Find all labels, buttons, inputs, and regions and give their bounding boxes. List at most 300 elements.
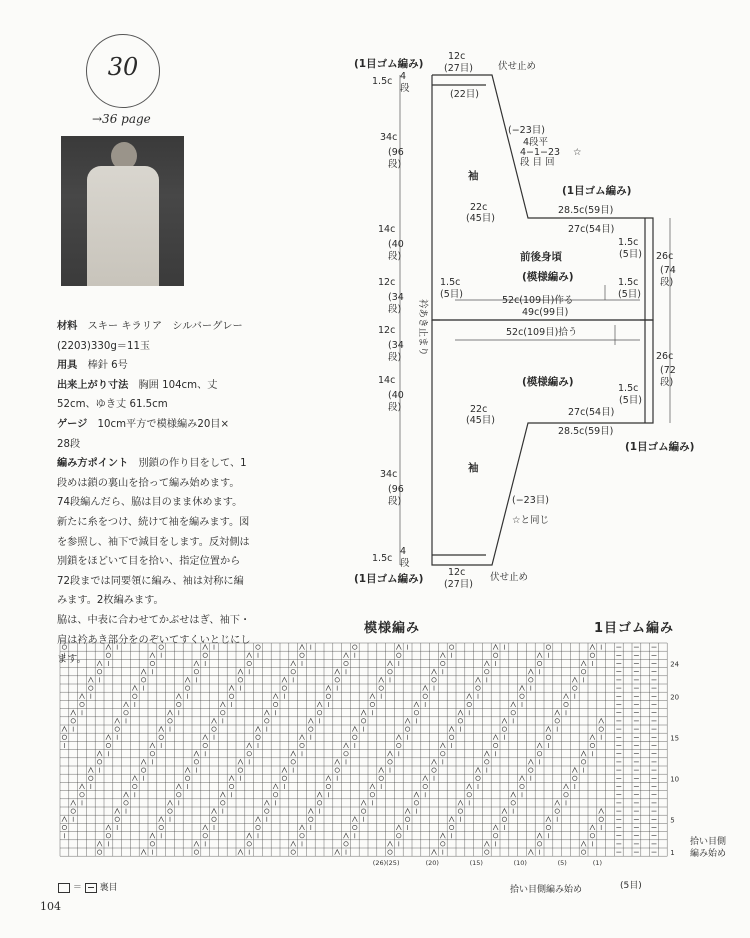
yarn-over-symbol bbox=[221, 801, 225, 805]
yarn-over-symbol bbox=[529, 768, 533, 772]
yarn-over-symbol bbox=[361, 809, 365, 813]
yarn-over-symbol bbox=[370, 702, 374, 706]
decrease-symbol bbox=[493, 735, 498, 740]
spec-text: 74段編んだら、脇は目のまま休めます。 bbox=[57, 497, 243, 509]
yarn-over-symbol bbox=[555, 719, 559, 723]
decrease-symbol bbox=[484, 661, 489, 666]
svg-text:(5目): (5目) bbox=[440, 289, 463, 300]
yarn-over-symbol bbox=[229, 694, 233, 698]
decrease-symbol bbox=[150, 743, 155, 748]
svg-text:1.5c: 1.5c bbox=[618, 383, 639, 394]
yarn-over-symbol bbox=[573, 686, 577, 690]
svg-text:1.5c: 1.5c bbox=[618, 277, 639, 288]
decrease-symbol bbox=[370, 694, 375, 699]
spec-text: 胸囲 104cm、丈 bbox=[138, 379, 218, 391]
yarn-over-symbol bbox=[379, 776, 383, 780]
yarn-over-symbol bbox=[97, 850, 101, 854]
decrease-symbol bbox=[432, 669, 437, 674]
yarn-over-symbol bbox=[441, 752, 445, 756]
decrease-symbol bbox=[282, 768, 287, 773]
svg-text:(27目): (27目) bbox=[444, 579, 474, 590]
decrease-symbol bbox=[388, 751, 393, 756]
yarn-over-symbol bbox=[537, 842, 541, 846]
svg-text:(1目ゴム編み): (1目ゴム編み) bbox=[625, 441, 695, 453]
yarn-over-symbol bbox=[106, 653, 110, 657]
chart-title-pattern: 模様編み bbox=[364, 621, 421, 636]
decrease-symbol bbox=[344, 653, 349, 658]
svg-text:(45目): (45目) bbox=[466, 213, 496, 224]
yarn-over-symbol bbox=[458, 809, 462, 813]
decrease-symbol bbox=[528, 669, 533, 674]
decrease-symbol bbox=[511, 792, 516, 797]
yarn-over-symbol bbox=[546, 825, 550, 829]
decrease-symbol bbox=[326, 776, 331, 781]
decrease-symbol bbox=[247, 743, 252, 748]
yarn-over-symbol bbox=[309, 817, 313, 821]
decrease-symbol bbox=[141, 669, 146, 674]
yarn-over-symbol bbox=[502, 817, 506, 821]
yarn-over-symbol bbox=[291, 760, 295, 764]
side-note-2: 編み始め bbox=[690, 849, 727, 859]
yarn-over-symbol bbox=[203, 653, 207, 657]
decrease-symbol bbox=[581, 841, 586, 846]
yarn-over-symbol bbox=[185, 686, 189, 690]
yarn-over-symbol bbox=[485, 850, 489, 854]
decrease-symbol bbox=[300, 825, 305, 830]
yarn-over-symbol bbox=[493, 743, 497, 747]
decrease-symbol bbox=[264, 710, 269, 715]
spec-text: 52cm、ゆき丈 61.5cm bbox=[57, 399, 168, 411]
spec-line bbox=[57, 552, 272, 572]
decrease-symbol bbox=[458, 710, 463, 715]
svg-text:段): 段) bbox=[388, 352, 402, 363]
yarn-over-symbol bbox=[520, 784, 524, 788]
svg-text:49c(99目): 49c(99目) bbox=[522, 307, 569, 318]
decrease-symbol bbox=[185, 768, 190, 773]
yarn-over-symbol bbox=[441, 842, 445, 846]
yarn-over-symbol bbox=[546, 645, 550, 649]
decrease-symbol bbox=[80, 694, 85, 699]
spec-label: 出来上がり寸法 bbox=[57, 379, 129, 391]
decrease-symbol bbox=[467, 694, 472, 699]
svg-text:27c(54目): 27c(54目) bbox=[568, 224, 615, 235]
yarn-over-symbol bbox=[62, 735, 66, 739]
yarn-over-symbol bbox=[388, 670, 392, 674]
svg-text:1.5c: 1.5c bbox=[440, 277, 461, 288]
decrease-symbol bbox=[405, 718, 410, 723]
yarn-over-symbol bbox=[476, 776, 480, 780]
yarn-over-symbol bbox=[467, 793, 471, 797]
row-number: 10 bbox=[670, 775, 680, 784]
legend-empty-box bbox=[58, 883, 70, 893]
yarn-over-symbol bbox=[291, 670, 295, 674]
decrease-symbol bbox=[229, 686, 234, 691]
svg-text:袖: 袖 bbox=[468, 462, 479, 474]
svg-text:34c: 34c bbox=[380, 469, 398, 480]
decrease-symbol bbox=[273, 694, 278, 699]
svg-text:(模様編み): (模様編み) bbox=[522, 271, 574, 283]
row-number: 1 bbox=[670, 849, 675, 858]
spec-text: 72段までは同要領に編み、袖は対称に編 bbox=[57, 575, 244, 587]
svg-text:(1目ゴム編み): (1目ゴム編み) bbox=[562, 185, 632, 197]
decrease-symbol bbox=[291, 841, 296, 846]
decrease-symbol bbox=[264, 800, 269, 805]
spec-line bbox=[57, 435, 272, 455]
decrease-symbol bbox=[423, 776, 428, 781]
yarn-over-symbol bbox=[370, 793, 374, 797]
decrease-symbol bbox=[344, 833, 349, 838]
spec-text: を参照し、袖下で減目をします。反対側は bbox=[57, 536, 250, 548]
decrease-symbol bbox=[423, 686, 428, 691]
yarn-over-symbol bbox=[282, 776, 286, 780]
yarn-over-symbol bbox=[150, 752, 154, 756]
svg-text:4−1−23: 4−1−23 bbox=[520, 147, 561, 158]
decrease-symbol bbox=[115, 718, 120, 723]
decrease-symbol bbox=[590, 645, 595, 650]
decrease-symbol bbox=[414, 792, 419, 797]
spec-line bbox=[57, 454, 272, 474]
row-number: 15 bbox=[670, 734, 680, 743]
decrease-symbol bbox=[520, 776, 525, 781]
spec-line bbox=[57, 395, 272, 415]
sweater-shape bbox=[87, 166, 159, 286]
svg-text:1.5c: 1.5c bbox=[618, 237, 639, 248]
decrease-symbol bbox=[203, 825, 208, 830]
decrease-symbol bbox=[168, 710, 173, 715]
svg-text:段): 段) bbox=[388, 304, 402, 315]
yarn-over-symbol bbox=[511, 801, 515, 805]
yarn-over-symbol bbox=[194, 670, 198, 674]
yarn-over-symbol bbox=[133, 694, 137, 698]
yarn-over-symbol bbox=[177, 702, 181, 706]
yarn-over-symbol bbox=[309, 727, 313, 731]
yarn-over-symbol bbox=[159, 645, 163, 649]
yarn-over-symbol bbox=[71, 719, 75, 723]
spec-label: 材料 bbox=[57, 321, 78, 332]
decrease-symbol bbox=[203, 735, 208, 740]
yarn-over-symbol bbox=[80, 793, 84, 797]
decrease-symbol bbox=[141, 850, 146, 855]
yarn-over-symbol bbox=[115, 817, 119, 821]
svg-text:段): 段) bbox=[388, 159, 402, 170]
spec-text: 脇は、中表に合わせてかぶせはぎ、袖下・ bbox=[57, 614, 251, 626]
yarn-over-symbol bbox=[511, 711, 515, 715]
decrease-symbol bbox=[537, 743, 542, 748]
decrease-symbol bbox=[396, 735, 401, 740]
spec-text: 10cm平方で模様編み20目× bbox=[97, 418, 230, 430]
yarn-over-symbol bbox=[361, 719, 365, 723]
yarn-over-symbol bbox=[353, 735, 357, 739]
yarn-over-symbol bbox=[405, 817, 409, 821]
spec-line bbox=[57, 356, 272, 376]
decrease-symbol bbox=[115, 809, 120, 814]
decrease-symbol bbox=[124, 702, 129, 707]
decrease-symbol bbox=[484, 751, 489, 756]
svg-text:伏せ止め: 伏せ止め bbox=[490, 572, 529, 583]
decrease-symbol bbox=[440, 653, 445, 658]
model-photo bbox=[61, 136, 184, 286]
decrease-symbol bbox=[599, 809, 604, 814]
svg-text:☆と同じ: ☆と同じ bbox=[512, 515, 550, 526]
chart-grid bbox=[60, 643, 667, 856]
col-number: (15) bbox=[469, 859, 483, 867]
decrease-symbol bbox=[502, 809, 507, 814]
yarn-over-symbol bbox=[581, 670, 585, 674]
yarn-over-symbol bbox=[256, 735, 260, 739]
decrease-symbol bbox=[97, 751, 102, 756]
yarn-over-symbol bbox=[423, 694, 427, 698]
decrease-symbol bbox=[493, 825, 498, 830]
yarn-over-symbol bbox=[141, 768, 145, 772]
decrease-symbol bbox=[106, 825, 111, 830]
col-number: (1) bbox=[592, 859, 603, 867]
svg-text:前後身頃: 前後身頃 bbox=[520, 251, 562, 263]
yarn-over-symbol bbox=[150, 842, 154, 846]
decrease-symbol bbox=[564, 784, 569, 789]
svg-text:1.5c: 1.5c bbox=[372, 553, 393, 564]
svg-text:(1目ゴム編み): (1目ゴム編み) bbox=[354, 573, 424, 585]
legend-purl-box bbox=[85, 883, 97, 893]
decrease-symbol bbox=[502, 718, 507, 723]
yarn-over-symbol bbox=[212, 817, 216, 821]
decrease-symbol bbox=[159, 817, 164, 822]
yarn-over-symbol bbox=[581, 760, 585, 764]
svg-text:52c(109目)作る: 52c(109目)作る bbox=[502, 295, 574, 306]
svg-text:段: 段 bbox=[400, 83, 410, 94]
decrease-symbol bbox=[124, 792, 129, 797]
svg-text:27c(54目): 27c(54目) bbox=[568, 407, 615, 418]
yarn-over-symbol bbox=[62, 645, 66, 649]
spec-text: 段めは鎖の裏山を拾って編み始めます。 bbox=[57, 477, 240, 489]
yarn-over-symbol bbox=[405, 727, 409, 731]
decrease-symbol bbox=[458, 800, 463, 805]
decrease-symbol bbox=[511, 702, 516, 707]
svg-text:衿あき止まり: 衿あき止まり bbox=[417, 299, 428, 357]
decrease-symbol bbox=[361, 710, 366, 715]
yarn-over-symbol bbox=[397, 653, 401, 657]
yarn-over-symbol bbox=[238, 768, 242, 772]
knitting-chart bbox=[56, 634, 686, 867]
svg-text:(5目): (5目) bbox=[619, 249, 642, 260]
yarn-over-symbol bbox=[80, 702, 84, 706]
spec-line bbox=[57, 611, 272, 631]
decrease-symbol bbox=[212, 809, 217, 814]
svg-text:(模様編み): (模様編み) bbox=[522, 376, 574, 388]
decrease-symbol bbox=[88, 677, 93, 682]
decrease-symbol bbox=[229, 776, 234, 781]
yarn-over-symbol bbox=[291, 850, 295, 854]
decrease-symbol bbox=[194, 661, 199, 666]
decrease-symbol bbox=[317, 792, 322, 797]
yarn-over-symbol bbox=[168, 809, 172, 813]
svg-text:(40: (40 bbox=[388, 390, 404, 401]
decrease-symbol bbox=[141, 759, 146, 764]
schematic-diagram bbox=[340, 45, 720, 595]
yarn-over-symbol bbox=[256, 825, 260, 829]
decrease-symbol bbox=[71, 710, 76, 715]
page-number: 104 bbox=[40, 900, 61, 913]
spec-text: 別鎖をほどいて目を拾い、指定位置から bbox=[57, 556, 241, 568]
page-reference: →36 page bbox=[92, 112, 151, 126]
svg-text:段): 段) bbox=[388, 251, 402, 262]
svg-text:☆: ☆ bbox=[573, 147, 582, 158]
instructions-text bbox=[57, 317, 272, 670]
yarn-over-symbol bbox=[555, 809, 559, 813]
decrease-symbol bbox=[537, 653, 542, 658]
yarn-over-symbol bbox=[467, 702, 471, 706]
decrease-symbol bbox=[537, 833, 542, 838]
spec-text: 28段 bbox=[57, 438, 81, 450]
yarn-over-symbol bbox=[300, 743, 304, 747]
yarn-over-symbol bbox=[414, 801, 418, 805]
decrease-symbol bbox=[97, 661, 102, 666]
svg-text:4: 4 bbox=[400, 71, 407, 82]
yarn-over-symbol bbox=[194, 850, 198, 854]
yarn-over-symbol bbox=[238, 678, 242, 682]
decrease-symbol bbox=[220, 792, 225, 797]
yarn-over-symbol bbox=[124, 711, 128, 715]
yarn-over-symbol bbox=[493, 653, 497, 657]
decrease-symbol bbox=[546, 817, 551, 822]
svg-text:(40: (40 bbox=[388, 239, 404, 250]
yarn-over-symbol bbox=[317, 801, 321, 805]
svg-text:段 目 回: 段 目 回 bbox=[520, 157, 555, 168]
svg-text:28.5c(59目): 28.5c(59目) bbox=[558, 426, 614, 437]
yarn-over-symbol bbox=[194, 760, 198, 764]
yarn-over-symbol bbox=[397, 743, 401, 747]
yarn-over-symbol bbox=[573, 776, 577, 780]
decrease-symbol bbox=[168, 800, 173, 805]
spec-line bbox=[57, 376, 272, 396]
decrease-symbol bbox=[432, 759, 437, 764]
spec-label: ゲージ bbox=[57, 418, 88, 430]
yarn-over-symbol bbox=[590, 834, 594, 838]
decrease-symbol bbox=[203, 645, 208, 650]
yarn-over-symbol bbox=[397, 834, 401, 838]
row-number: 20 bbox=[670, 693, 680, 702]
yarn-over-symbol bbox=[493, 834, 497, 838]
spec-line bbox=[57, 493, 272, 513]
svg-text:34c: 34c bbox=[380, 132, 398, 143]
decrease-symbol bbox=[484, 841, 489, 846]
decrease-symbol bbox=[396, 645, 401, 650]
decrease-symbol bbox=[238, 669, 243, 674]
spec-label: 編み方ポイント bbox=[57, 458, 129, 470]
spec-text: 肩は衿あき部分をのぞいてすくいとじにし bbox=[57, 634, 251, 646]
decrease-symbol bbox=[185, 677, 190, 682]
yarn-over-symbol bbox=[344, 842, 348, 846]
yarn-over-symbol bbox=[326, 694, 330, 698]
pattern-number: 30 bbox=[107, 53, 139, 81]
yarn-over-symbol bbox=[353, 825, 357, 829]
decrease-symbol bbox=[572, 677, 577, 682]
yarn-over-symbol bbox=[414, 711, 418, 715]
yarn-over-symbol bbox=[203, 834, 207, 838]
decrease-symbol bbox=[62, 817, 67, 822]
svg-text:袖: 袖 bbox=[468, 170, 479, 182]
svg-text:12c: 12c bbox=[448, 567, 466, 578]
yarn-over-symbol bbox=[599, 727, 603, 731]
spec-line bbox=[57, 317, 272, 337]
col-number: (20) bbox=[425, 859, 439, 867]
spec-text: みます。2枚編みます。 bbox=[57, 595, 164, 607]
decrease-symbol bbox=[405, 809, 410, 814]
yarn-over-symbol bbox=[300, 653, 304, 657]
decrease-symbol bbox=[379, 677, 384, 682]
yarn-over-symbol bbox=[282, 686, 286, 690]
spec-text: (2203)330g＝11玉 bbox=[57, 340, 151, 352]
yarn-over-symbol bbox=[581, 850, 585, 854]
decrease-symbol bbox=[396, 825, 401, 830]
yarn-over-symbol bbox=[546, 735, 550, 739]
decrease-symbol bbox=[194, 751, 199, 756]
yarn-over-symbol bbox=[432, 768, 436, 772]
decrease-symbol bbox=[132, 776, 137, 781]
decrease-symbol bbox=[476, 768, 481, 773]
decrease-symbol bbox=[106, 645, 111, 650]
spec-line bbox=[57, 415, 272, 435]
yarn-over-symbol bbox=[221, 711, 225, 715]
decrease-symbol bbox=[335, 759, 340, 764]
yarn-over-symbol bbox=[590, 653, 594, 657]
legend-text: 裏目 bbox=[99, 883, 118, 893]
yarn-over-symbol bbox=[537, 661, 541, 665]
decrease-symbol bbox=[194, 841, 199, 846]
spec-line bbox=[57, 513, 272, 533]
decrease-symbol bbox=[449, 727, 454, 732]
svg-text:(72: (72 bbox=[660, 365, 676, 376]
decrease-symbol bbox=[572, 768, 577, 773]
yarn-over-symbol bbox=[273, 793, 277, 797]
yarn-over-symbol bbox=[423, 784, 427, 788]
bottom-sleeve-outline bbox=[432, 320, 653, 565]
decrease-symbol bbox=[414, 702, 419, 707]
svg-text:4段平: 4段平 bbox=[523, 137, 549, 148]
spec-text: ます。 bbox=[57, 654, 87, 666]
yarn-over-symbol bbox=[529, 678, 533, 682]
yarn-over-symbol bbox=[441, 661, 445, 665]
decrease-symbol bbox=[520, 686, 525, 691]
yarn-over-symbol bbox=[265, 809, 269, 813]
svg-text:28.5c(59目): 28.5c(59目) bbox=[558, 205, 614, 216]
decrease-symbol bbox=[150, 833, 155, 838]
decrease-symbol bbox=[370, 784, 375, 789]
decrease-symbol bbox=[238, 759, 243, 764]
svg-text:52c(109目)拾う: 52c(109目)拾う bbox=[506, 327, 578, 338]
side-note-1: 拾い目側 bbox=[690, 837, 727, 847]
yarn-over-symbol bbox=[247, 752, 251, 756]
yarn-over-symbol bbox=[150, 661, 154, 665]
decrease-symbol bbox=[212, 718, 217, 723]
yarn-over-symbol bbox=[485, 670, 489, 674]
legend bbox=[58, 880, 118, 893]
svg-text:(−23目): (−23目) bbox=[512, 495, 549, 506]
svg-text:26c: 26c bbox=[656, 251, 674, 262]
yarn-over-symbol bbox=[124, 801, 128, 805]
yarn-over-symbol bbox=[106, 834, 110, 838]
svg-text:14c: 14c bbox=[378, 224, 396, 235]
chart-title-rib: 1目ゴム編み bbox=[594, 621, 675, 636]
decrease-symbol bbox=[300, 645, 305, 650]
decrease-symbol bbox=[282, 677, 287, 682]
decrease-symbol bbox=[352, 817, 357, 822]
col-number: (26)(25) bbox=[372, 859, 400, 867]
decrease-symbol bbox=[388, 841, 393, 846]
svg-text:(5目): (5目) bbox=[619, 395, 642, 406]
decrease-symbol bbox=[590, 825, 595, 830]
decrease-symbol bbox=[317, 702, 322, 707]
decrease-symbol bbox=[256, 727, 261, 732]
